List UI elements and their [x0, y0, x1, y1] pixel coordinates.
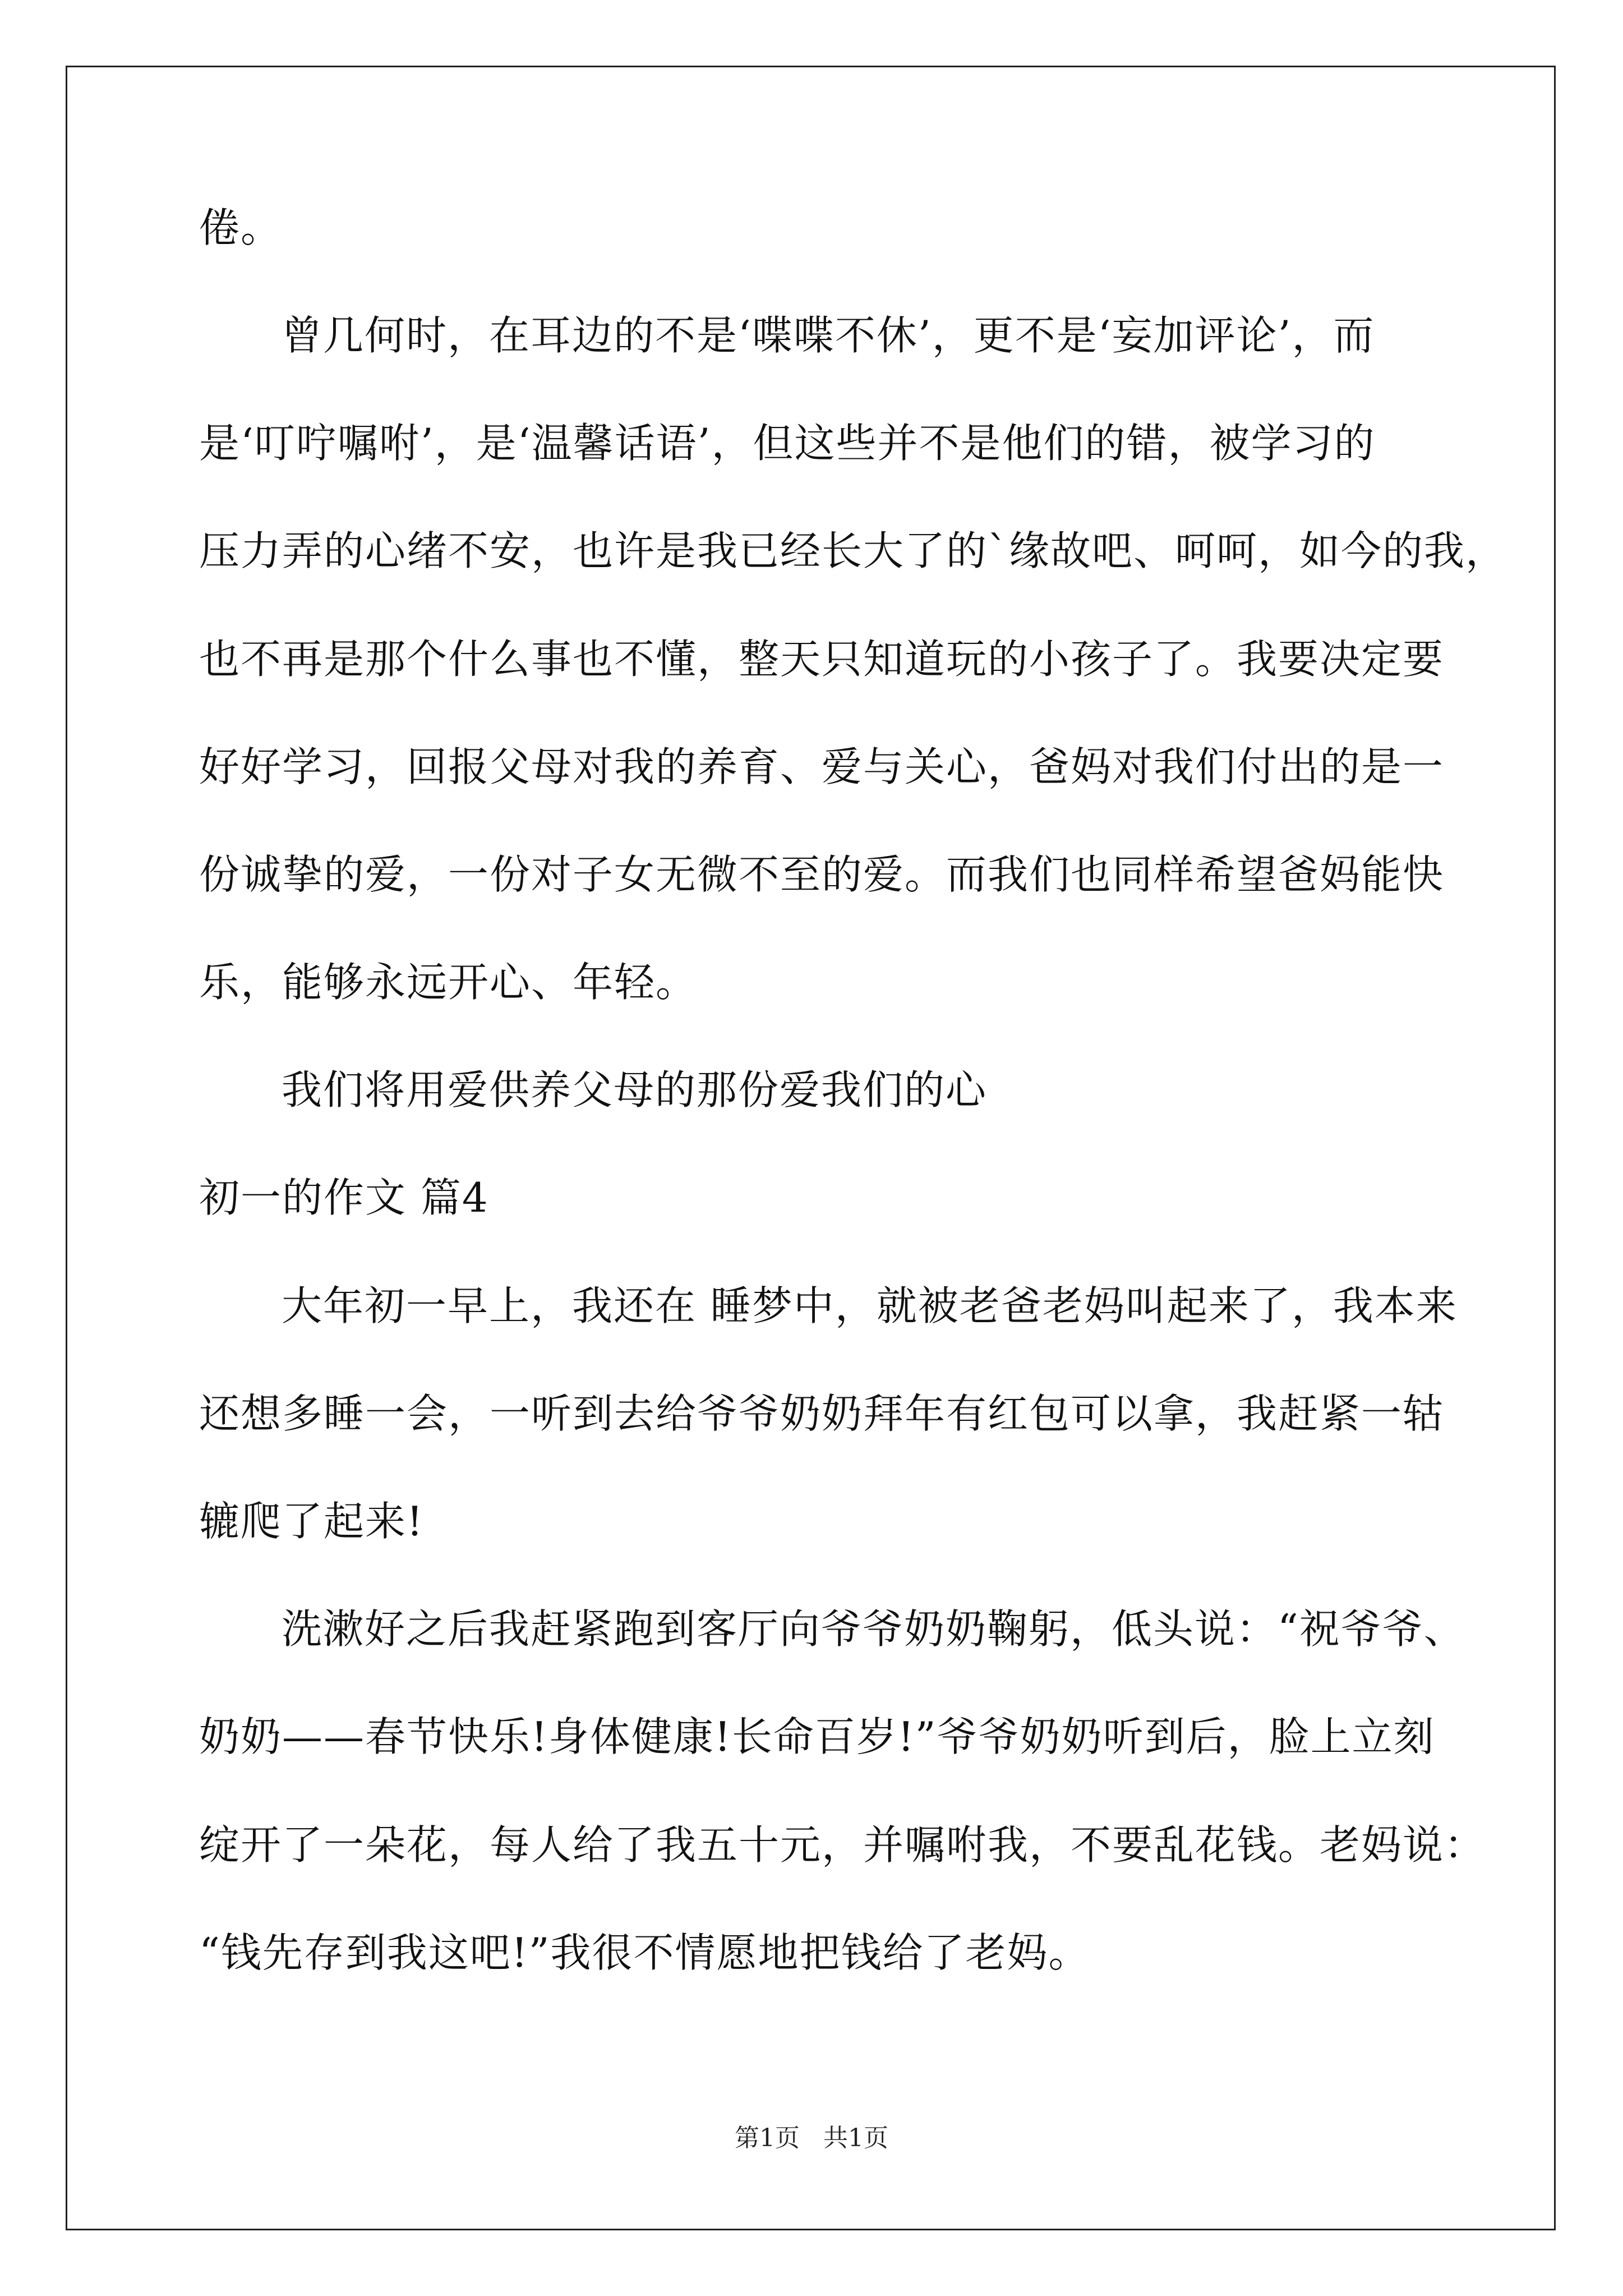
text-line: 倦。 — [199, 204, 283, 251]
text-line: 洗漱好之后我赶紧跑到客厅向爷爷奶奶鞠躬，低头说：“祝爷爷、 — [282, 1605, 1465, 1653]
page-total: 共1页 — [823, 2124, 888, 2152]
text-line: 好好学习，回报父母对我的养育、爱与关心，爸妈对我们付出的是一 — [199, 743, 1445, 790]
text-line: “钱先存到我这吧!”我很不情愿地把钱给了老妈。 — [199, 1929, 1090, 1976]
page-footer — [0, 2126, 1623, 2151]
section-heading: 初一的作文 篇4 — [199, 1174, 489, 1221]
text-line: 大年初一早上，我还在 睡梦中，就被老爸老妈叫起来了，我本来 — [282, 1282, 1458, 1329]
text-line: 压力弄的心绪不安，也许是我已经长大了的`缘故吧、呵呵，如今的我， — [199, 527, 1507, 574]
text-line: 也不再是那个什么事也不懂，整天只知道玩的小孩子了。我要决定要 — [199, 636, 1445, 683]
text-line: 辘爬了起来! — [199, 1498, 424, 1545]
text-line: 我们将用爱供养父母的那份爱我们的心 — [282, 1066, 988, 1114]
text-line: 是‘叮咛嘱咐’，是‘温馨话语’，但这些并不是他们的错，被学习的 — [199, 420, 1376, 467]
text-line: 曾几何时，在耳边的不是‘喋喋不休’，更不是‘妄加评论’，而 — [282, 312, 1375, 359]
text-line: 份诚挚的爱，一份对子女无微不至的爱。而我们也同样希望爸妈能快 — [199, 851, 1445, 898]
text-line: 绽开了一朵花，每人给了我五十元，并嘱咐我，不要乱花钱。老妈说： — [199, 1821, 1486, 1869]
text-line: 还想多睡一会，一听到去给爷爷奶奶拜年有红包可以拿，我赶紧一轱 — [199, 1390, 1445, 1437]
text-line: 乐，能够永远开心、年轻。 — [199, 959, 698, 1006]
page-frame — [66, 66, 1556, 2230]
text-line: 奶奶——春节快乐!身体健康!长命百岁!”爷爷奶奶听到后，脸上立刻 — [199, 1713, 1435, 1760]
page-number: 第1页 — [735, 2124, 800, 2152]
